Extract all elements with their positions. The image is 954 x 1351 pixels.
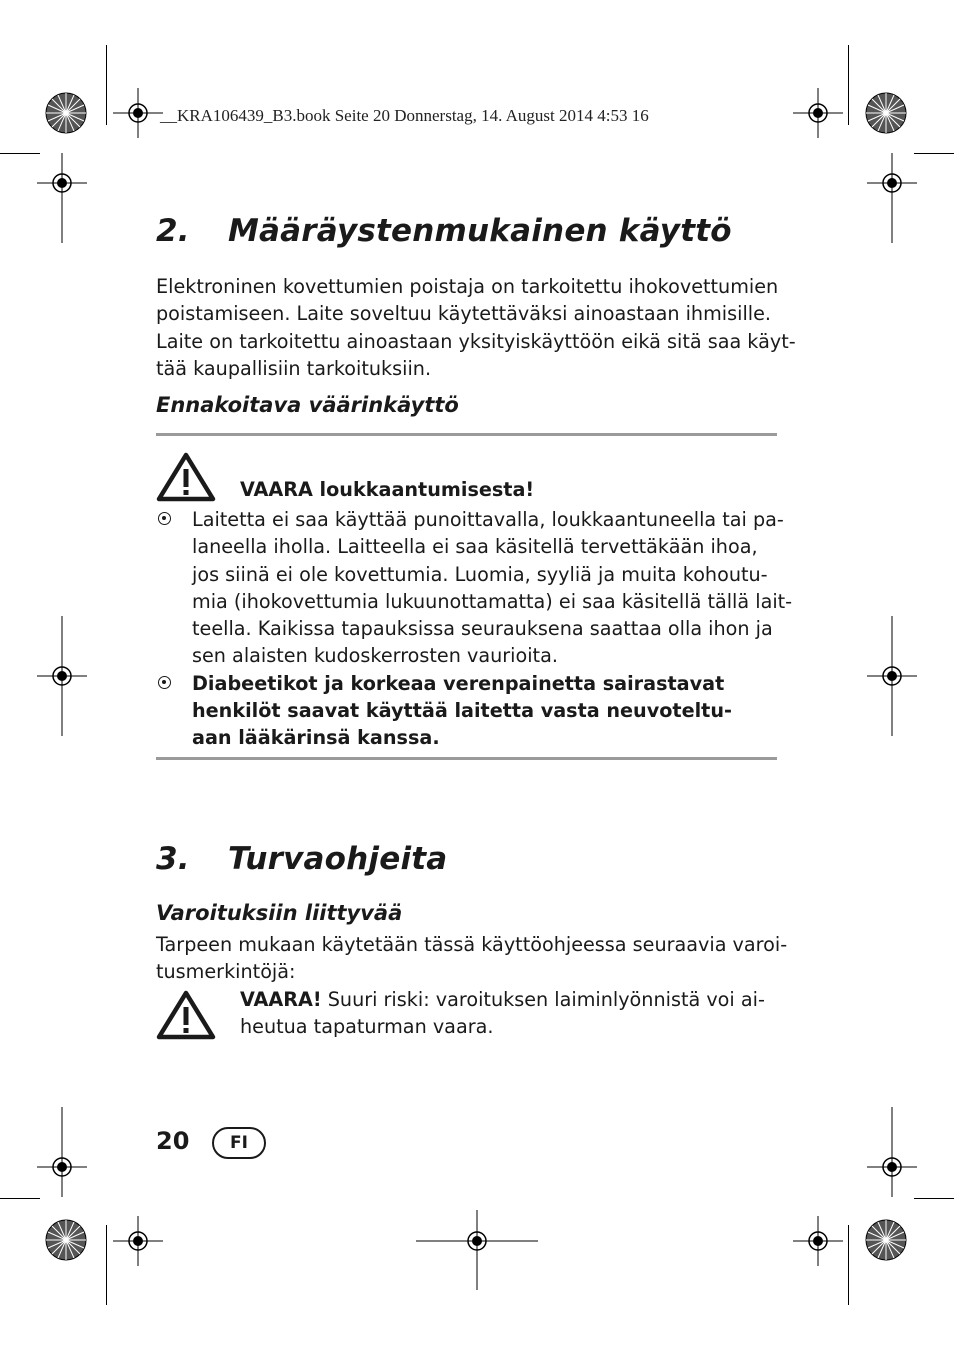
warning-line: heutua tapaturman vaara. — [240, 1015, 494, 1039]
intro-line: tää kaupallisiin tarkoituksiin. — [156, 356, 432, 380]
section-3-warning-text — [240, 986, 780, 1041]
bullet-line: mia (ihokovettumia lukuunottamatta) ei saa käsitellä tällä lait- — [192, 589, 793, 613]
warning-triangle-icon — [156, 990, 216, 1040]
list-item — [156, 670, 780, 752]
section-3-intro — [156, 931, 788, 986]
list-item — [156, 506, 793, 670]
section-3-title: Turvaohjeita — [228, 841, 448, 877]
page-number: 20 — [156, 1127, 190, 1155]
bullet-line: Diabeetikot ja korkeaa verenpainetta sairastavat — [192, 671, 725, 695]
warning-bullet-list — [156, 506, 793, 752]
intro-line: Tarpeen mukaan käytetään tässä käyttöohjeessa seuraavia varoi- — [156, 933, 788, 956]
bullet-line: teella. Kaikissa tapauksissa seurauksena saattaa olla ihon ja — [192, 617, 773, 641]
section-2-subheading: Ennakoitava väärinkäyttö — [156, 393, 459, 417]
section-3-heading — [156, 841, 447, 877]
language-badge: FI — [212, 1127, 266, 1159]
section-2-title: Määräystenmukainen käyttö — [228, 213, 732, 249]
warning-line — [240, 986, 780, 1013]
bullet-line: laneella iholla. Laitteella ei saa käsitellä tervettäkään ihoa, — [192, 535, 758, 559]
bullet-line: aan lääkärinsä kanssa. — [192, 726, 440, 750]
intro-line: tusmerkintöjä: — [156, 960, 296, 984]
intro-line: poistamiseen. Laite soveltuu käytettäväksi ainoastaan ihmisille. — [156, 302, 772, 326]
warning-triangle-icon — [156, 452, 216, 502]
bullet-icon — [158, 512, 171, 525]
intro-line: Elektroninen kovettumien poistaja on tarkoitettu ihokovettumien — [156, 275, 779, 298]
bullet-icon — [158, 676, 171, 689]
bullet-line: sen alaisten kudoskerrosten vaurioita. — [192, 644, 558, 668]
warning-label: VAARA! — [240, 988, 322, 1011]
warning-title: VAARA loukkaantumisesta! — [240, 478, 535, 501]
section-2-heading — [156, 213, 732, 249]
slug-line: __KRA106439_B3.book Seite 20 Donnerstag, 14. August 2014 4:53 16 — [160, 106, 649, 125]
section-2-number: 2. — [156, 213, 190, 249]
bullet-line: Laitetta ei saa käyttää punoittavalla, loukkaantuneella tai pa- — [192, 508, 784, 531]
intro-line: Laite on tarkoitettu ainoastaan yksityiskäyttöön eikä sitä saa käyt- — [156, 329, 796, 353]
bullet-line: henkilöt saavat käyttää laitetta vasta neuvoteltu- — [192, 699, 732, 723]
warning-box-top-rule — [156, 433, 777, 436]
warning-line-rest: Suuri riski: varoituksen laiminlyönnistä voi ai- — [321, 988, 765, 1011]
warning-box-bottom-rule — [156, 757, 777, 760]
section-3-number: 3. — [156, 841, 190, 877]
section-3-subheading: Varoituksiin liittyvää — [156, 901, 403, 925]
section-2-intro — [156, 273, 796, 382]
bullet-line: jos siinä ei ole kovettumia. Luomia, syyliä ja muita kohoutu- — [192, 562, 768, 586]
